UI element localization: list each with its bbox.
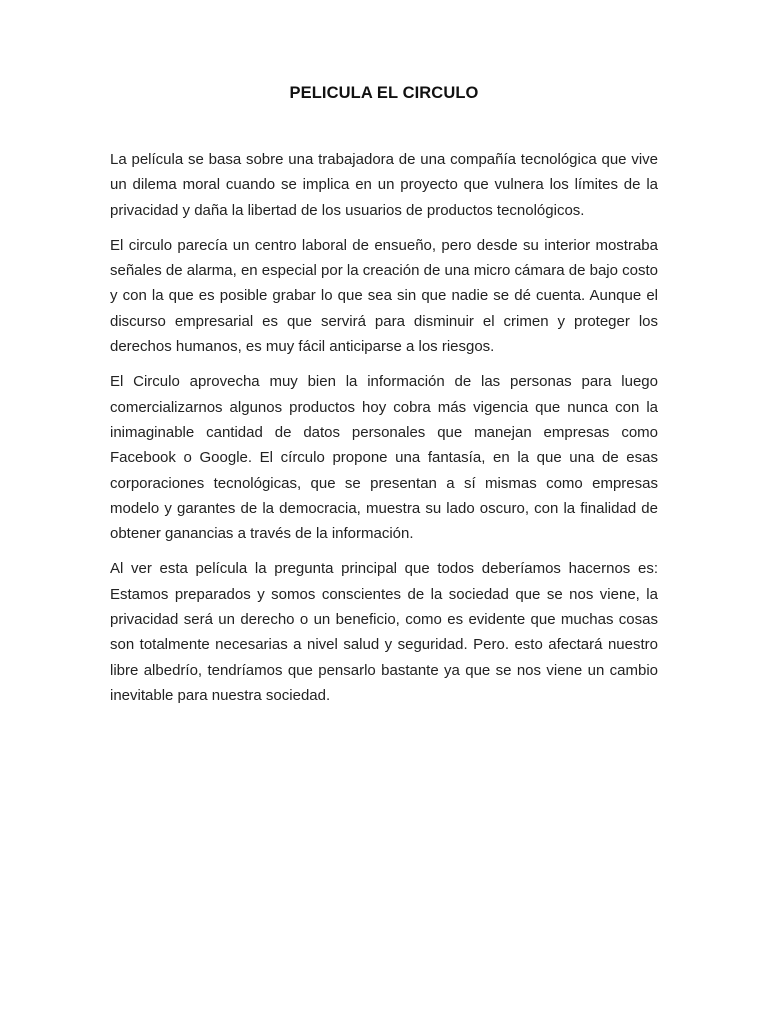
document-body xyxy=(110,147,658,718)
paragraph-3: El Circulo aprovecha muy bien la información de las personas para luego comercializarnos algunos productos hoy cobra más vigencia que nunca con la inimaginable cantidad de datos personales que manejan empresas como Facebook o Google. El círculo propone una fantasía, en la que una de esas corporaciones tecnológicas, que se presentan a sí mismas como empresas modelo y garantes de la democracia, muestra su lado oscuro, con la finalidad de obtener ganancias a través de la información. xyxy=(110,373,658,543)
paragraph-2: El circulo parecía un centro laboral de ensueño, pero desde su interior mostraba señales de alarma, en especial por la creación de una micro cámara de bajo costo y con la que es posible grabar lo que sea sin que nadie se dé cuenta. Aunque el discurso empresarial es que servirá para disminuir el crimen y proteger los derechos humanos, es muy fácil anticiparse a los riesgos. xyxy=(110,236,658,356)
paragraph-1: La película se basa sobre una trabajadora de una compañía tecnológica que vive un dilema moral cuando se implica en un proyecto que vulnera los límites de la privacidad y daña la libertad de los usuarios de productos tecnológicos. xyxy=(110,151,658,219)
paragraph-4: Al ver esta película la pregunta principal que todos deberíamos hacernos es: Estamos preparados y somos conscientes de la sociedad que se nos viene, la privacidad será un derecho o un beneficio, como es evidente que muchas cosas son totalmente necesarias a nivel salud y seguridad. Pero. esto afectará nuestro libre albedrío, tendríamos que pensarlo bastante ya que se nos viene un cambio inevitable para nuestra sociedad. xyxy=(110,560,658,704)
document-title: PELICULA EL CIRCULO xyxy=(289,84,479,102)
